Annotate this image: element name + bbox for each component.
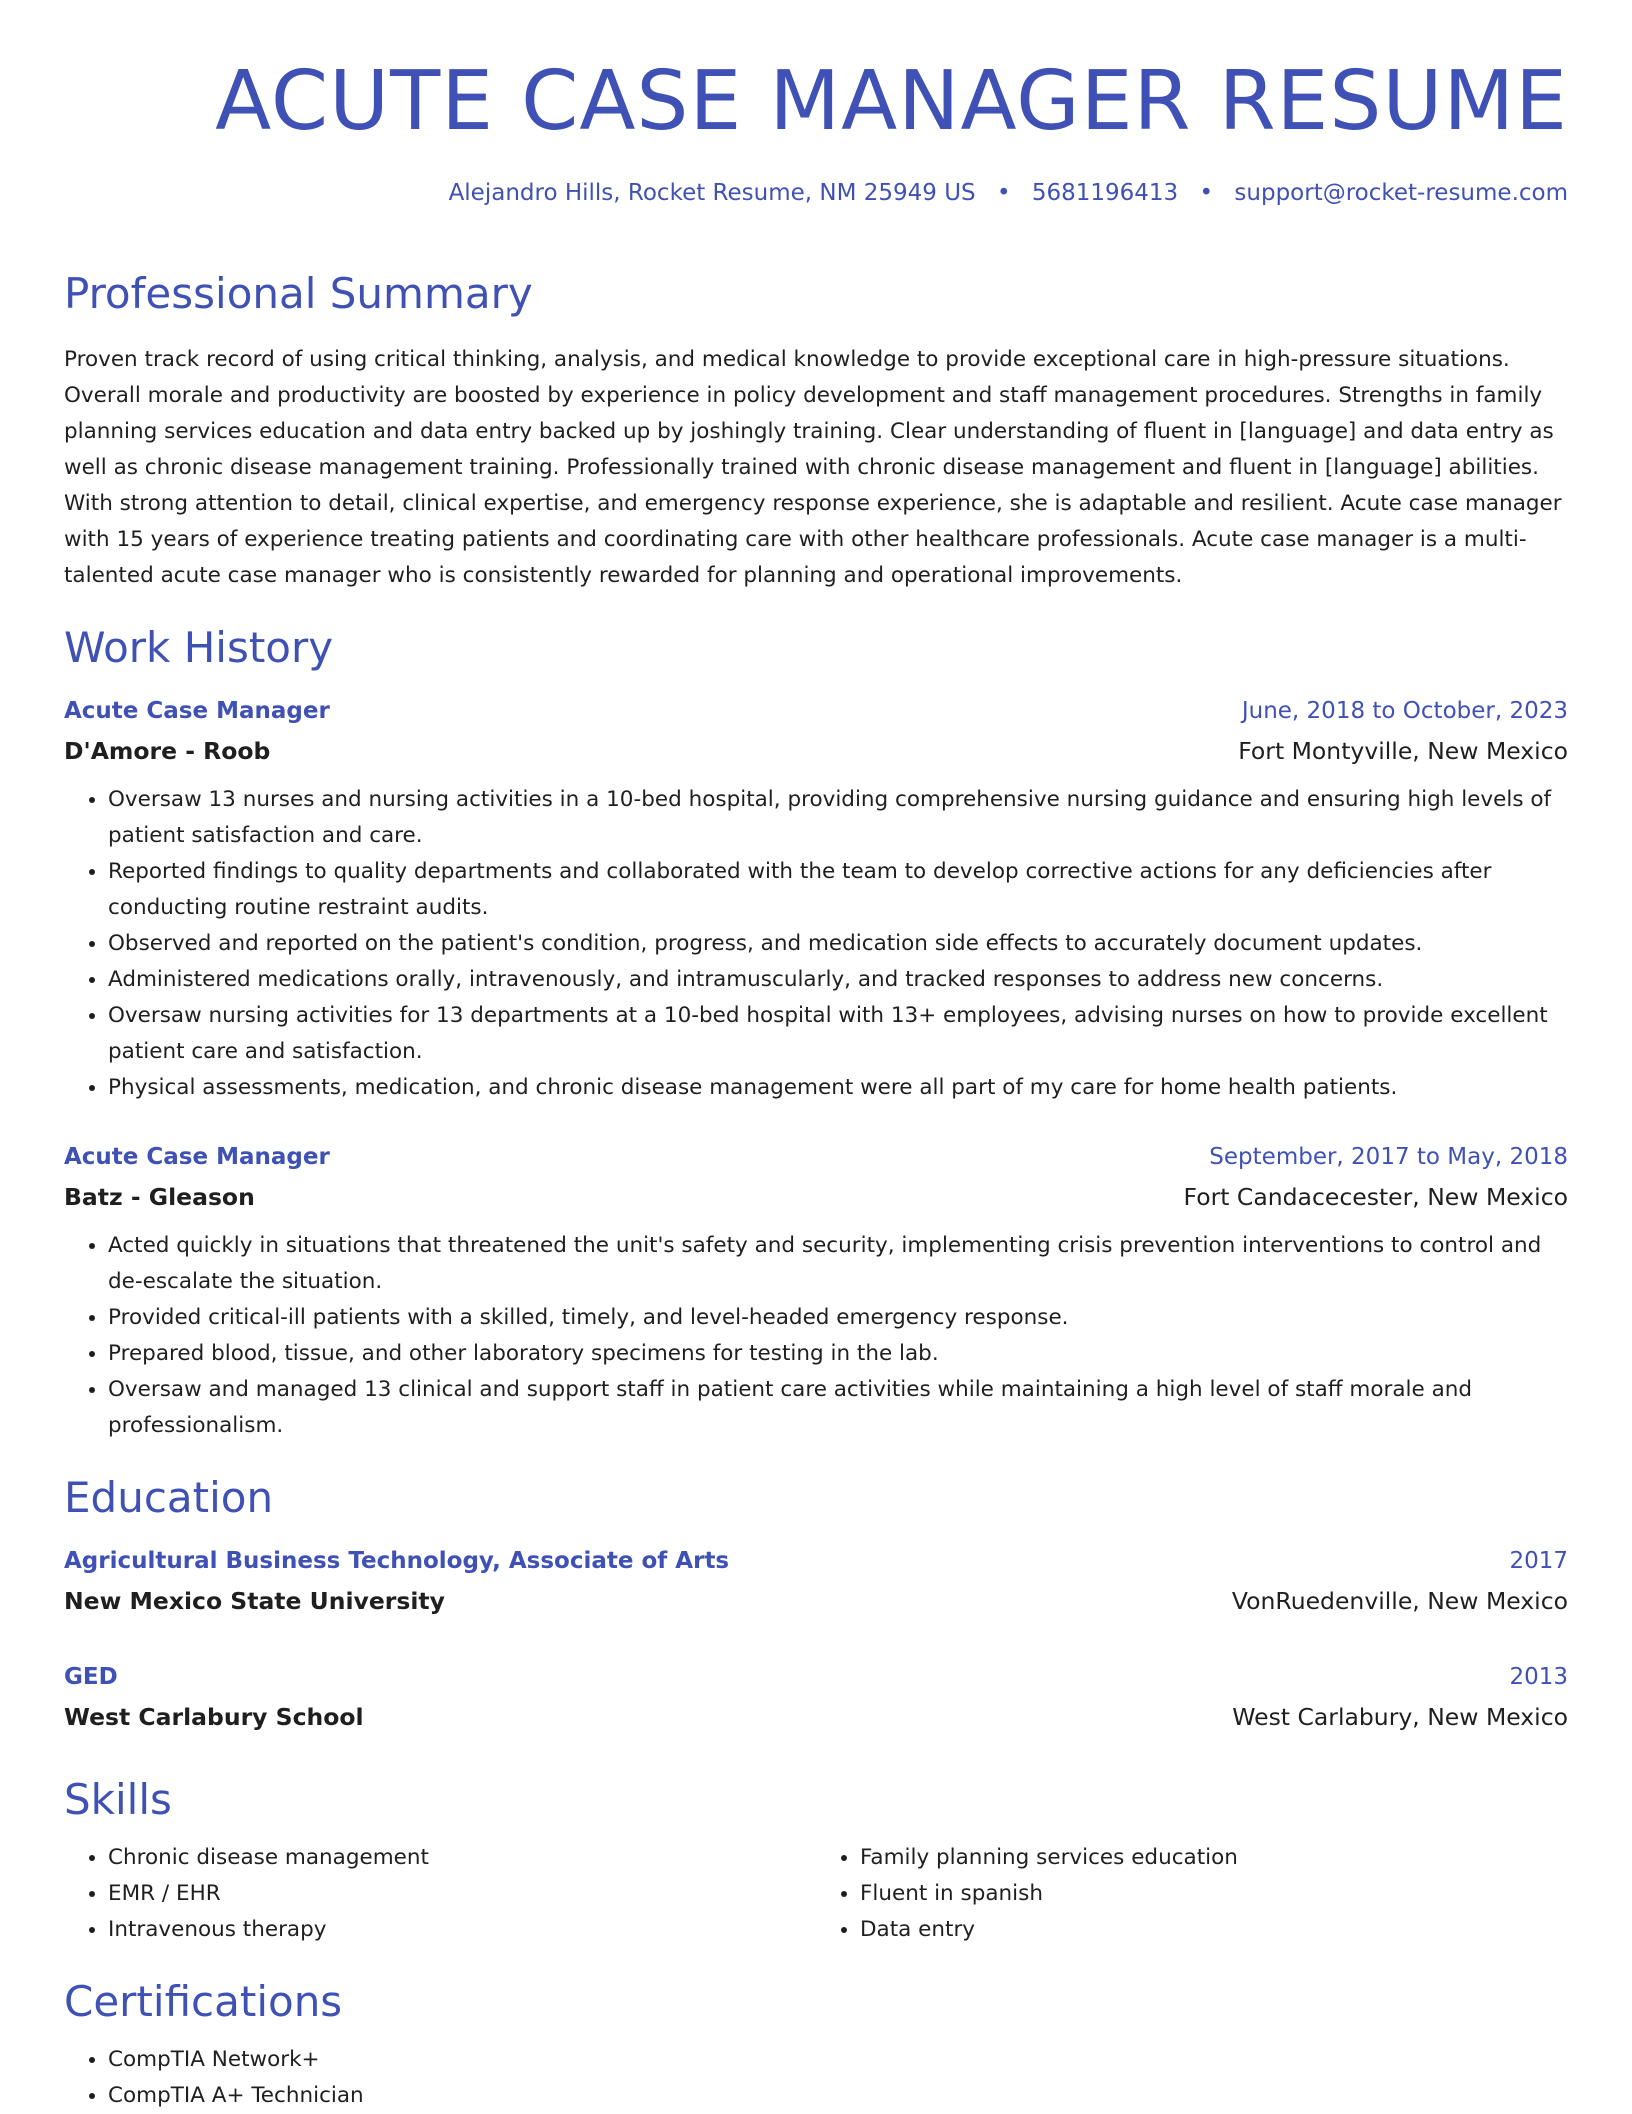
job-dates: June, 2018 to October, 2023 [1241, 698, 1568, 724]
job-title: Acute Case Manager [64, 698, 330, 724]
contact-email: support@rocket-resume.com [1234, 180, 1568, 206]
skill-item: • EMR / EHR [108, 1876, 816, 1912]
education-degree: Agricultural Business Technology, Associate of Arts [64, 1548, 730, 1574]
education-entry [64, 1660, 1568, 1734]
contact-address: Alejandro Hills, Rocket Resume, NM 25949 US [448, 180, 976, 206]
job-company: Batz - Gleason [64, 1183, 255, 1211]
certifications-list [64, 2042, 1568, 2114]
education-year: 2017 [1509, 1548, 1568, 1574]
contact-separator: • [996, 180, 1011, 206]
job-entry [64, 694, 1568, 1106]
job-bullet: • Prepared blood, tissue, and other laboratory specimens for testing in the lab. [108, 1336, 1568, 1372]
job-dates: September, 2017 to May, 2018 [1209, 1144, 1568, 1170]
education-location: West Carlabury, New Mexico [1232, 1703, 1568, 1731]
job-bullets [64, 782, 1568, 1106]
job-location: Fort Montyville, New Mexico [1238, 737, 1568, 765]
job-entry [64, 1140, 1568, 1444]
job-bullet: • Oversaw nursing activities for 13 departments at a 10-bed hospital with 13+ employees, advising nurses on how to provide excellent patient care and satisfaction. [108, 998, 1568, 1070]
resume-title: ACUTE CASE MANAGER RESUME [215, 54, 1568, 149]
job-title: Acute Case Manager [64, 1144, 330, 1170]
contact-phone: 5681196413 [1031, 180, 1179, 206]
job-bullet: • Oversaw 13 nurses and nursing activities in a 10-bed hospital, providing comprehensive nursing guidance and ensuring high levels of patient satisfaction and care. [108, 782, 1568, 854]
education-degree: GED [64, 1664, 118, 1690]
skill-item: • Fluent in spanish [860, 1876, 1568, 1912]
skill-item: • Family planning services education [860, 1840, 1568, 1876]
certifications-heading: Certifications [64, 1977, 343, 2026]
contact-separator: • [1199, 180, 1214, 206]
work-history-heading: Work History [64, 623, 334, 672]
skill-item: • Chronic disease management [108, 1840, 816, 1876]
skills-column-right [816, 1840, 1568, 1948]
contact-line [64, 178, 1568, 208]
skills-list [64, 1840, 1568, 1948]
education-entry [64, 1544, 1568, 1618]
job-bullet: • Reported findings to quality departments and collaborated with the team to develop corrective actions for any deficiencies after conducting routine restraint audits. [108, 854, 1568, 926]
skills-heading: Skills [64, 1775, 172, 1824]
education-heading: Education [64, 1473, 274, 1522]
job-location: Fort Candacecester, New Mexico [1183, 1183, 1568, 1211]
skill-item: • Data entry [860, 1912, 1568, 1948]
skill-item: • Intravenous therapy [108, 1912, 816, 1948]
education-school: West Carlabury School [64, 1703, 364, 1731]
certification-item: • CompTIA A+ Technician [108, 2078, 1568, 2114]
summary-text: Proven track record of using critical thinking, analysis, and medical knowledge to provide exceptional care in high-pressure situations. Overall morale and productivity are boosted by experience in policy development and staff management procedures. Strengths in family planning services education and data entry backed up by joshingly training. Clear understanding of fluent in [language] and data entry as well as chronic disease management training. Professionally trained with chronic disease management and fluent in [language] abilities. With strong attention to detail, clinical expertise, and emergency response experience, she is adaptable and resilient. Acute case manager with 15 years of experience treating patients and coordinating care with other healthcare professionals. Acute case manager is a multi-talented acute case manager who is consistently rewarded for planning and operational improvements. [64, 347, 1562, 588]
job-bullet: • Observed and reported on the patient's condition, progress, and medication side effects to accurately document updates. [108, 926, 1568, 962]
job-company: D'Amore - Roob [64, 737, 271, 765]
job-bullet: • Provided critical-ill patients with a skilled, timely, and level-headed emergency response. [108, 1300, 1568, 1336]
job-bullets [64, 1228, 1568, 1444]
job-bullet: • Administered medications orally, intravenously, and intramuscularly, and tracked responses to address new concerns. [108, 962, 1568, 998]
job-bullet: • Acted quickly in situations that threatened the unit's safety and security, implementing crisis prevention interventions to control and de-escalate the situation. [108, 1228, 1568, 1300]
summary-heading: Professional Summary [64, 269, 533, 318]
certification-item: • CompTIA Network+ [108, 2042, 1568, 2078]
job-bullet: • Physical assessments, medication, and chronic disease management were all part of my care for home health patients. [108, 1070, 1568, 1106]
education-year: 2013 [1509, 1664, 1568, 1690]
job-bullet: • Oversaw and managed 13 clinical and support staff in patient care activities while maintaining a high level of staff morale and professionalism. [108, 1372, 1568, 1444]
education-location: VonRuedenville, New Mexico [1231, 1587, 1568, 1615]
skills-column-left [64, 1840, 816, 1948]
education-school: New Mexico State University [64, 1587, 445, 1615]
